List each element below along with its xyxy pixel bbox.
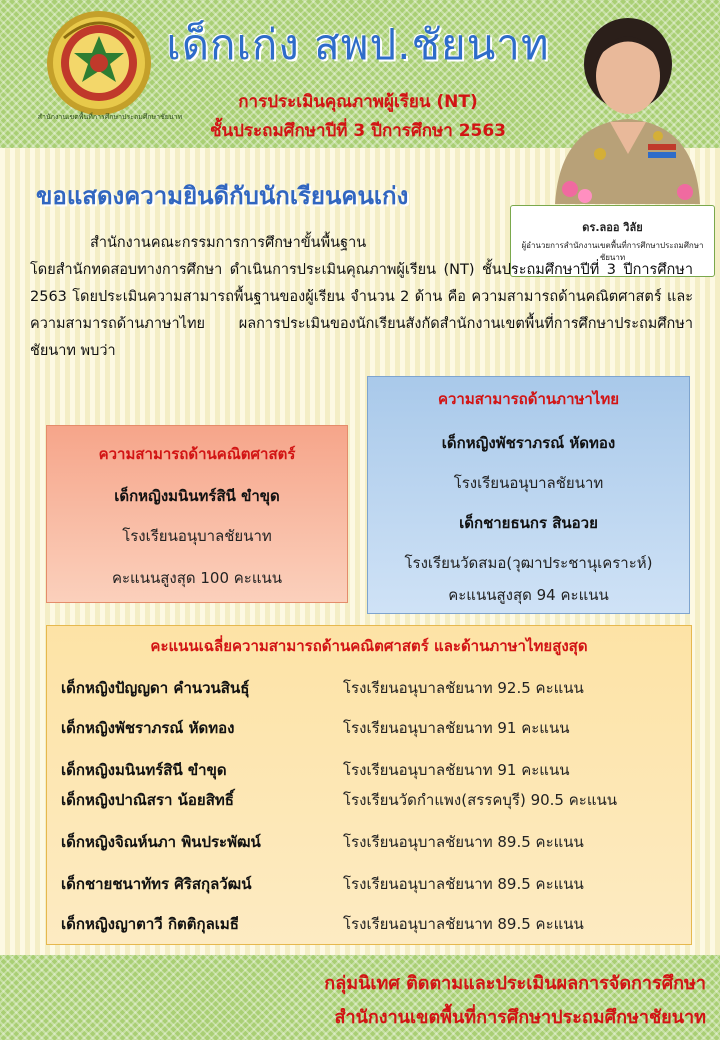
thai-heading: ความสามารถด้านภาษาไทย [437,390,620,408]
math-school: โรงเรียนอนุบาลชัยนาท [122,527,272,545]
school-score: โรงเรียนอนุบาลชัยนาท 92.5 คะแนน [343,679,584,697]
thai-result-box [367,376,690,614]
school-score: โรงเรียนอนุบาลชัยนาท 89.5 คะแนน [343,875,584,893]
table-row [61,716,681,740]
thai-school-1: โรงเรียนอนุบาลชัยนาท [453,474,604,492]
obec-emblem-icon [44,8,154,118]
director-position: ผู้อำนวยการสำนักงานเขตพื้นที่การศึกษาประถมศึกษาชัยนาท [521,241,704,262]
thai-school-2: โรงเรียนวัดสมอ(วุฒาประชานุเคราะห์) [404,554,653,572]
footer-group-name: กลุ่มนิเทศ ติดตามและประเมินผลการจัดการศึกษา [324,973,706,994]
director-name: ดร.ลออ วิลัย [582,221,643,234]
school-score: โรงเรียนอนุบาลชัยนาท 91 คะแนน [343,761,570,779]
table-row [61,788,681,812]
intro-paragraph [30,230,693,365]
student-name: เด็กหญิงพัชราภรณ์ หัดทอง [61,719,235,737]
school-score: โรงเรียนอนุบาลชัยนาท 91 คะแนน [343,719,570,737]
logo-caption: สำนักงานเขตพื้นที่การศึกษาประถมศึกษาชัยนาท [37,113,183,121]
student-name: เด็กหญิงปัญญดา คำนวนสินธุ์ [61,679,250,697]
grade-year: ชั้นประถมศึกษาปีที่ 3 ปีการศึกษา 2563 [209,121,507,141]
math-heading: ความสามารถด้านคณิตศาสตร์ [98,445,296,463]
intro-body: โดยสำนักทดสอบทางการศึกษา ดำเนินการประเมินคุณภาพผู้เรียน (NT) ชั้นประถมศึกษาปีที่ 3 ปีการศึกษา 2563 โดยประเมินความสามารถพื้นฐานของผู้เรียน จำนวน 2 ด้าน คือ ความสามารถด้านคณิตศาสตร์ และความสามารถด้านภาษาไทย ผลการประเมินของนักเรียนสังกัดสำนักงานเขตพื้นที่การศึกษาประถมศึกษาชัยนาท พบว่า [30,262,693,359]
table-row [61,912,681,936]
average-score-box [46,625,692,945]
footer-office-name: สำนักงานเขตพื้นที่การศึกษาประถมศึกษาชัยนาท [334,1007,706,1028]
average-heading: คะแนนเฉลี่ยความสามารถด้านคณิตศาสตร์ และด้านภาษาไทยสูงสุด [150,637,588,655]
congratulations-heading: ขอแสดงความยินดีกับนักเรียนคนเก่ง [36,182,409,210]
math-result-box [46,425,348,603]
assessment-title: การประเมินคุณภาพผู้เรียน (NT) [238,92,478,112]
page-title: เด็กเก่ง สพป.ชัยนาท [166,20,550,69]
table-row [61,872,681,896]
table-row [61,676,681,700]
student-name: เด็กหญิงญาตาวี กิตติกุลเมธี [61,915,239,933]
school-score: โรงเรียนอนุบาลชัยนาท 89.5 คะแนน [343,833,584,851]
student-name: เด็กหญิงมนินทร์สินี ขำขุด [61,761,227,779]
student-name: เด็กชายชนาทัทร ศิริสกุลวัฒน์ [61,875,252,893]
school-score: โรงเรียนอนุบาลชัยนาท 89.5 คะแนน [343,915,584,933]
table-row [61,830,681,854]
table-row [61,758,681,782]
thai-score: คะแนนสูงสุด 94 คะแนน [448,586,609,604]
thai-student-2: เด็กชายธนกร สินอวย [459,514,598,532]
student-name: เด็กหญิงจิณห์นภา พินประพัฒน์ [61,833,261,851]
thai-student-1: เด็กหญิงพัชราภรณ์ หัดทอง [441,434,616,452]
math-score: คะแนนสูงสุด 100 คะแนน [111,569,283,587]
student-name: เด็กหญิงปาณิสรา น้อยสิทธิ์ [61,791,234,809]
school-score: โรงเรียนวัดกำแพง(สรรคบุรี) 90.5 คะแนน [343,791,617,809]
intro-line1: สำนักงานคณะกรรมการการศึกษาขั้นพื้นฐาน [90,235,367,251]
director-photo [540,4,715,204]
math-student: เด็กหญิงมนินทร์สินี ขำขุด [114,487,280,505]
